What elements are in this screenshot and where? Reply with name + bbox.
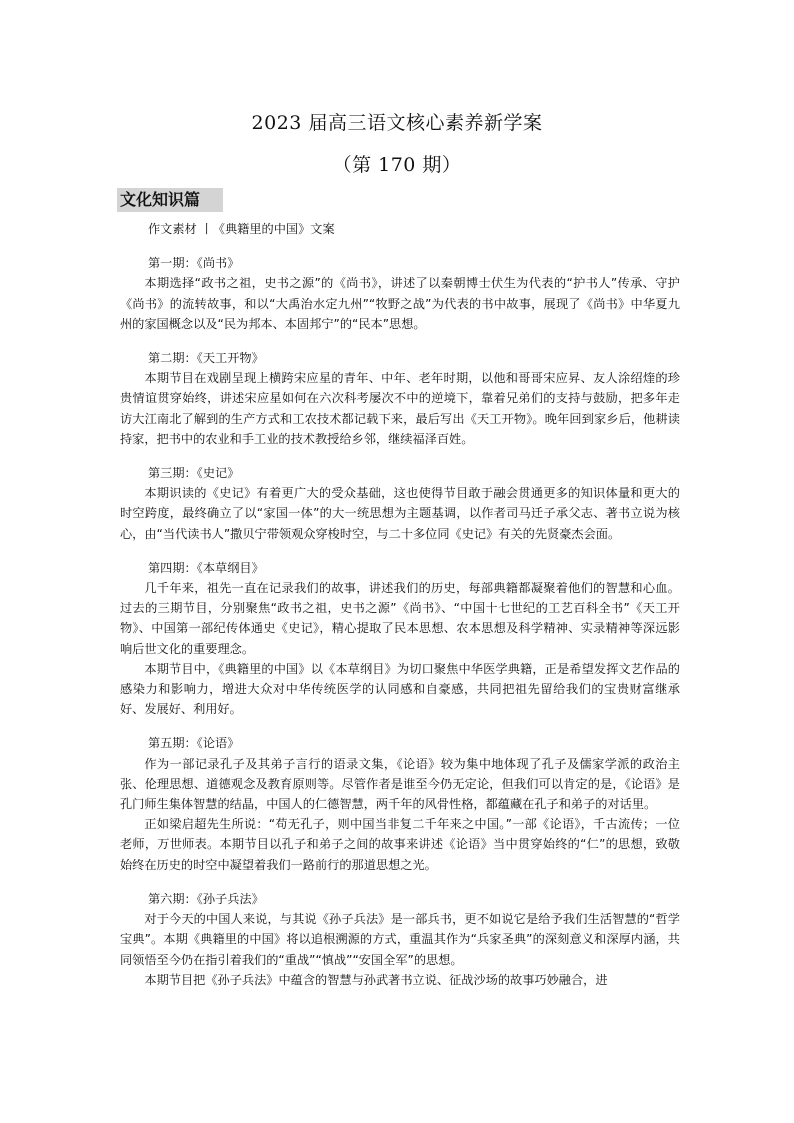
article-body (120, 219, 680, 990)
episode-6-paragraph-1: 对于今天的中国人来说，与其说《孙子兵法》是一部兵书，更不如说它是给予我们生活智慧的“哲学宝典”。本期《典籍里的中国》将以追根溯源的方式，重温其作为“兵家圣典”的深刻意义和深厚内涵，共同领悟至今仍在指引着我们的“重战”“慎战”“安国全军”的思想。 (120, 912, 680, 967)
episode-6-heading: 第六期：《孙子兵法》 (148, 891, 264, 906)
episode-5-paragraph-2: 正如梁启超先生所说：“苟无孔子，则中国当非复二千年来之中国。”一部《论语》，千古流传；一位老师，万世师表。本期节目以孔子和弟子之间的故事来讲述《论语》当中贯穿始终的“仁”的思想，致敬始终在历史的时空中凝望着我们一路前行的那道思想之光。 (120, 817, 680, 872)
episode-3-heading: 第三期：《史记》 (148, 466, 240, 481)
episode-4-paragraph-1: 几千年来，祖先一直在记录我们的故事，讲述我们的历史，每部典籍都凝聚着他们的智慧和心血。过去的三期节目，分别聚焦“政书之祖，史书之源”《尚书》、“中国十七世纪的工艺百科全书”《天工开物》、中国第一部纪传体通史《史记》，精心提取了民本思想、农本思想及科学精神、实录精神等深远影响后世文化的重要理念。 (120, 581, 680, 656)
episode-4-paragraph-2: 本期节目中，《典籍里的中国》以《本草纲目》为切口聚焦中华医学典籍，正是希望发挥文艺作品的感染力和影响力，增进大众对中华传统医学的认同感和自豪感，共同把祖先留给我们的宝贵财富继承好、发展好、利用好。 (120, 661, 680, 717)
episode-6-paragraph-2: 本期节目把《孙子兵法》中蕴含的智慧与孙武著书立说、征战沙场的故事巧妙融合，进 (144, 972, 608, 987)
episode-5-paragraph-1: 作为一部记录孔子及其弟子言行的语录文集，《论语》较为集中地体现了孔子及儒家学派的政治主张、伦理思想、道德观念及教育原则等。尽管作者是谁至今仍无定论，但我们可以肯定的是，《论语》是孔门师生集体智慧的结晶，中国人的仁德智慧，两千年的风骨性格，都蕴藏在孔子和弟子的对话里。 (120, 756, 680, 812)
section-heading: 文化知识篇 (117, 188, 223, 212)
episode-1-heading: 第一期：《尚书》 (148, 256, 240, 271)
article-subtitle: 作文素材 丨《典籍里的中国》文案 (148, 222, 335, 236)
document-title: 2023 届高三语文核心素养新学案 (251, 112, 543, 134)
issue-number: （第 170 期） (332, 154, 462, 176)
episode-1-paragraph: 本期选择“政书之祖，史书之源”的《尚书》，讲述了以秦朝博士伏生为代表的“护书人”传承、守护《尚书》的流转故事，和以“大禹治水定九州”“牧野之战”为代表的书中故事，展现了《尚书》中华夏九州的家国概念以及“民为邦本、本固邦宁”的“民本”思想。 (120, 276, 680, 331)
episode-5-heading: 第五期：《论语》 (148, 736, 240, 751)
episode-3-paragraph: 本期识读的《史记》有着更广大的受众基础，这也使得节目敢于融会贯通更多的知识体量和更大的时空跨度，最终确立了以“家国一体”的大一统思想为主题基调，以作者司马迁子承父志、著书立说为核心，由“当代读书人”撒贝宁带领观众穿梭时空，与二十多位同《史记》有关的先贤豪杰会面。 (120, 486, 680, 541)
episode-4-heading: 第四期：《本草纲目》 (148, 560, 264, 575)
episode-2-paragraph: 本期节目在戏剧呈现上横跨宋应星的青年、中年、老年时期，以他和哥哥宋应昇、友人涂绍煃的珍贵情谊贯穿始终，讲述宋应星如何在六次科考屡次不中的逆境下，靠着兄弟们的支持与鼓励，把多年走访大江南北了解到的生产方式和工农技术都记载下来，最后写出《天工开物》。晚年回到家乡后，他耕读持家，把书中的农业和手工业的技术教授给乡邻，继续福泽百姓。 (120, 371, 680, 446)
episode-2-heading: 第二期：《天工开物》 (148, 351, 264, 366)
